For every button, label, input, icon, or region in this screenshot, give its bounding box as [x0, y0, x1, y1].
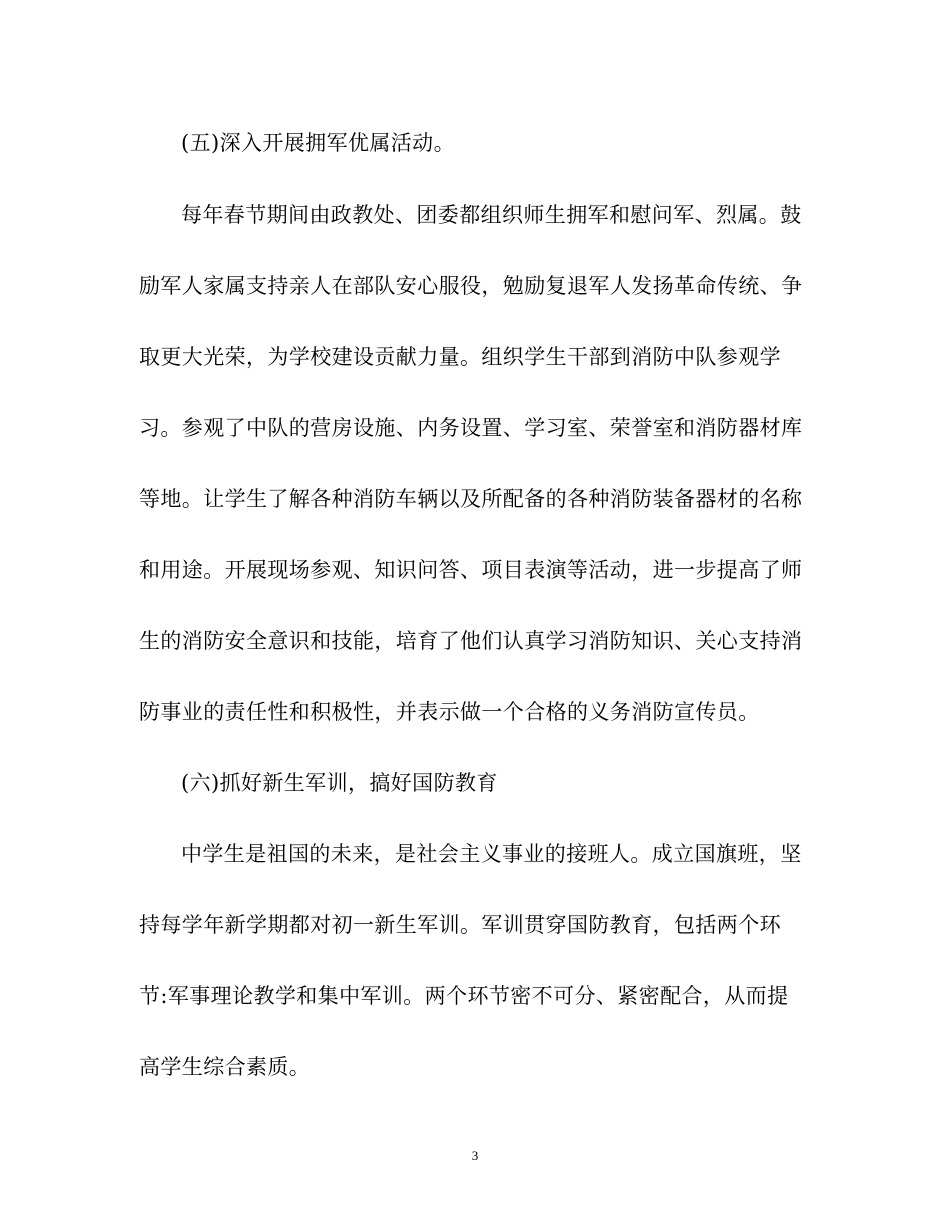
paragraph-line: 持每学年新学期都对初一新生军训。军训贯穿国防教育，包括两个环	[139, 913, 781, 937]
paragraph-line: 取更大光荣，为学校建设贡献力量。组织学生干部到消防中队参观学	[139, 345, 781, 369]
paragraph-line: 节:军事理论教学和集中军训。两个环节密不可分、紧密配合，从而提	[139, 984, 789, 1008]
paragraph-line: 习。参观了中队的营房设施、内务设置、学习室、荣誉室和消防器材库	[139, 416, 803, 440]
paragraph-line: 等地。让学生了解各种消防车辆以及所配备的各种消防装备器材的名称	[139, 487, 803, 511]
paragraph-line: 防事业的责任性和积极性，并表示做一个合格的义务消防宣传员。	[139, 700, 760, 724]
paragraph-line: 和用途。开展现场参观、知识问答、项目表演等活动，进一步提高了师	[139, 558, 803, 582]
section-heading-5: (五)深入开展拥军优属活动。	[181, 131, 455, 155]
paragraph-line: 高学生综合素质。	[139, 1055, 311, 1079]
section-heading-6: (六)抓好新生军训，搞好国防教育	[181, 771, 498, 795]
paragraph-line: 每年春节期间由政教处、团委都组织师生拥军和慰问军、烈属。鼓	[181, 203, 802, 227]
paragraph-line: 励军人家属支持亲人在部队安心服役，勉励复退军人发扬革命传统、争	[139, 274, 803, 298]
paragraph-line: 生的消防安全意识和技能，培育了他们认真学习消防知识、关心支持消	[139, 629, 803, 653]
page-number: 3	[471, 1148, 479, 1163]
paragraph-line: 中学生是祖国的未来，是社会主义事业的接班人。成立国旗班，坚	[181, 842, 802, 866]
